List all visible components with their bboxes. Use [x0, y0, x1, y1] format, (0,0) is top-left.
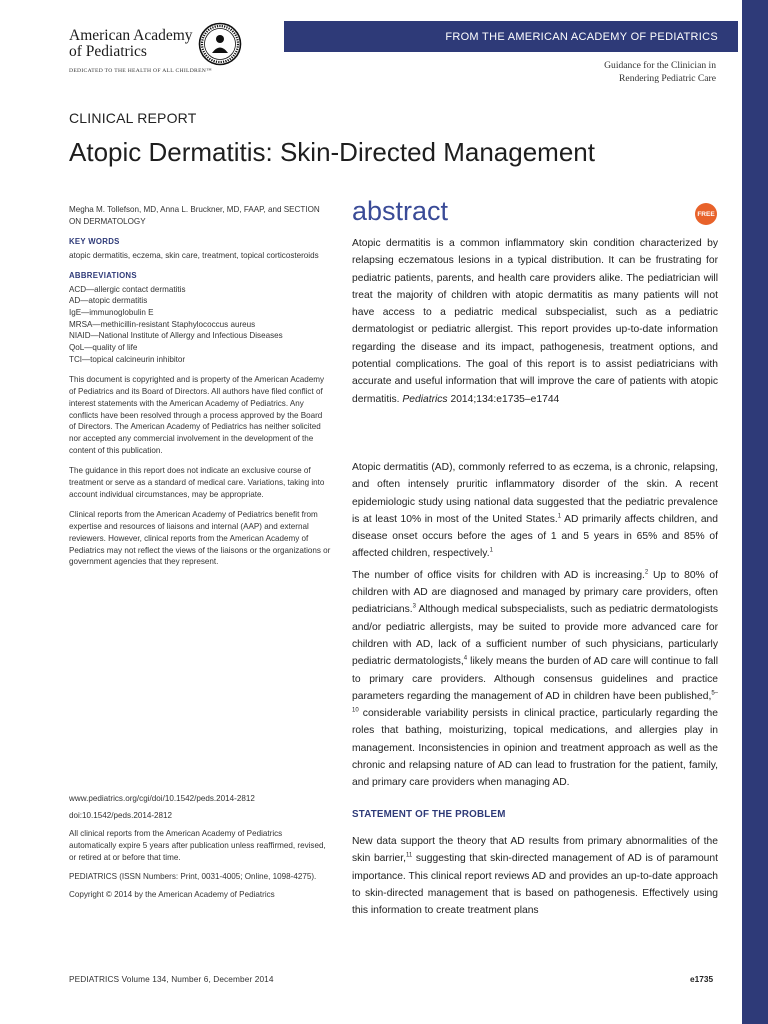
abbreviation-item: NIAID—National Institute of Allergy and Infectious Diseases: [69, 331, 283, 341]
author-list: Megha M. Tollefson, MD, Anna L. Bruckner, MD, FAAP, and SECTION ON DERMATOLOGY: [69, 205, 320, 226]
citation-details: 2014;134:e1735–e1744: [450, 393, 560, 405]
free-badge-label: FREE: [697, 210, 715, 218]
banner-text: FROM THE AMERICAN ACADEMY OF PEDIATRICS: [445, 30, 718, 43]
body-paragraph: [352, 833, 718, 919]
free-access-badge: [695, 203, 717, 225]
aap-logo-text: [69, 28, 199, 60]
reference-marker[interactable]: 5–10: [352, 690, 718, 714]
abbreviation-list: [69, 284, 331, 366]
body-text-run: Atopic dermatitis (AD), commonly referred to as eczema, is a chronic, relapsing, and often intensely pruritic inflammatory disorder of the skin. A recent epidemiologic study using national data suggested that the pediatric prevalence is at least 10% in most of the United States.: [352, 462, 718, 525]
body-text-run: likely means the burden of AD care will continue to fall to primary care providers. Although consensus guidelines and practice parameters regarding the management of AD in children have been published,: [352, 656, 718, 702]
body-text-run: AD primarily affects children, and disease onset occurs before the ages of 1 and 5 years in 65% and 85% of affected children, respectively.: [352, 513, 718, 560]
citation-journal: Pediatrics: [402, 393, 448, 405]
reference-marker[interactable]: 1: [489, 548, 493, 555]
reference-marker[interactable]: 3: [412, 603, 417, 610]
abbreviation-item: TCI—topical calcineurin inhibitor: [69, 354, 186, 364]
body-paragraph: [352, 459, 718, 563]
expiration-note: All clinical reports from the American Academy of Pediatrics automatically expire 5 years after publication unless reaffirmed, revised, or retired at or before that time.: [69, 829, 326, 862]
abbreviation-item: QoL—quality of life: [69, 343, 138, 353]
body-text-run: New data support the theory that AD results from primary abnormalities of the skin barrier,: [352, 835, 718, 865]
page-number: e1735: [690, 974, 714, 984]
article-body: [352, 459, 718, 923]
body-text-run: suggesting that skin-directed management of AD is of paramount importance. This clinical report reviews AD and provides an up-to-date approach to skin-directed management that is based on pathogenesis. Effectively using this information to create treatment plans: [352, 853, 718, 917]
statement-of-problem-heading: STATEMENT OF THE PROBLEM: [352, 808, 506, 820]
guidance-line-1: Guidance for the Clinician in: [604, 60, 716, 71]
body-text-run: considerable variability persists in clinical practice, particularly regarding the roles that bathing, moisturizing, topical medications, and allergies play in management. Inconsistencies in opinion and treatment approach as well as the chronic and relapsing nature of AD can lead to frustration for the patient, family, and primary care providers when managing AD.: [352, 708, 718, 789]
body-text-run: Although medical subspecialists, such as pediatric dermatologists and/or pediatric allergists, may be suited to provide more advanced care for children with AD, lack of a sufficient number of such physicians, particularly pediatric dermatologists,: [352, 604, 718, 668]
abstract-text: Atopic dermatitis is a common inflammatory skin condition characterized by relapsing eczematous lesions in a typical distribution. It can be frustrating for pediatric patients, parents, and health care providers alike. The pediatrician will treat the majority of children with atopic dermatitis as many patients will not have access to a pediatric medical subspecialist, such as a pediatric dermatologist or pediatric allergist. This report provides up-to-date information regarding the disease and its impact, pathogenesis, treatment options, and potential complications. The goal of this report is to assist pediatricians with accurate and useful information that will improve the care of patients with atopic dermatitis.: [352, 238, 718, 405]
abbreviation-item: AD—atopic dermatitis: [69, 296, 148, 306]
body-text-run: The number of office visits for children with AD is increasing.: [352, 569, 645, 581]
article-url[interactable]: www.pediatrics.org/cgi/doi/10.1542/peds.2014-2812: [69, 794, 255, 803]
logo-tagline: DEDICATED TO THE HEALTH OF ALL CHILDREN™: [69, 68, 212, 74]
keywords-heading: KEY WORDS: [69, 237, 120, 247]
copyright-statement: This document is copyrighted and is property of the American Academy of Pediatrics and its Board of Directors. All authors have filed conflict of interest statements with the American Academy of Pediatrics. Any conflicts have been resolved through a process approved by the Board of Directors. The American Academy of Pediatrics has neither solicited nor accepted any commercial involvement in the development of the content of this publication.: [69, 375, 325, 455]
reference-marker[interactable]: 11: [406, 852, 413, 859]
reference-marker[interactable]: 4: [463, 655, 468, 662]
right-edge-stripe: [742, 0, 768, 1024]
section-banner: [284, 21, 738, 52]
body-paragraph: [352, 567, 718, 792]
body-text-run: Up to 80% of children with AD are diagnosed and managed by primary care providers, often pediatricians.: [352, 569, 718, 616]
abstract-body: [352, 235, 718, 408]
abbreviations-heading: ABBREVIATIONS: [69, 270, 137, 280]
guidance-line-2: Rendering Pediatric Care: [619, 73, 716, 84]
keywords: atopic dermatitis, eczema, skin care, treatment, topical corticosteroids: [69, 251, 319, 261]
logo-line-2: of Pediatrics: [69, 43, 147, 60]
reference-marker[interactable]: 2: [644, 569, 649, 576]
logo-line-1: American Academy: [69, 27, 193, 44]
article-title: Atopic Dermatitis: Skin-Directed Management: [69, 137, 595, 167]
journal-footer: PEDIATRICS Volume 134, Number 6, December 2014: [69, 974, 274, 984]
article-doi: doi:10.1542/peds.2014-2812: [69, 810, 173, 820]
copyright-line: Copyright © 2014 by the American Academy of Pediatrics: [69, 890, 275, 900]
abbreviation-item: IgE—immunoglobulin E: [69, 307, 154, 317]
issn-note: PEDIATRICS (ISSN Numbers: Print, 0031-4005; Online, 1098-4275).: [69, 871, 317, 881]
publication-info: [69, 793, 331, 908]
guidance-note: [604, 59, 716, 85]
left-sidebar: [69, 204, 331, 577]
abstract-heading: abstract: [352, 196, 449, 226]
abbreviation-item: ACD—allergic contact dermatitis: [69, 284, 186, 294]
liaison-disclaimer: Clinical reports from the American Academy of Pediatrics benefit from expertise and resources of liaisons and internal (AAP) and external reviewers. However, clinical reports from the American Academy of Pediatrics may not reflect the views of the liaisons or the organizations or government agencies that they represent.: [69, 510, 331, 567]
reference-marker[interactable]: 1: [557, 513, 562, 520]
guidance-disclaimer: The guidance in this report does not indicate an exclusive course of treatment or serve as a standard of medical care. Variations, taking into account individual circumstances, may be appropriate.: [69, 466, 325, 499]
abbreviation-item: MRSA—methicillin-resistant Staphylococcus aureus: [69, 319, 256, 329]
aap-seal-icon: [198, 22, 242, 66]
report-type: CLINICAL REPORT: [69, 110, 197, 126]
